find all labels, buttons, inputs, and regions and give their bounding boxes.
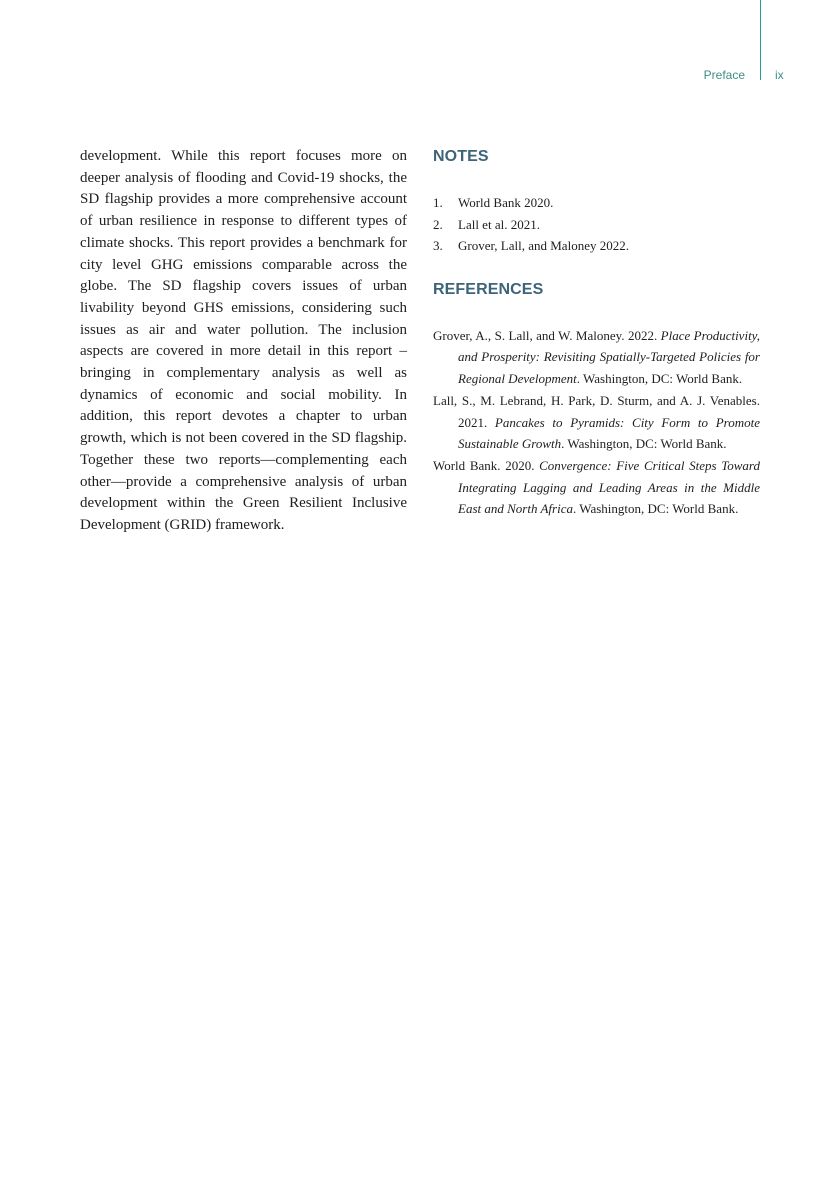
reference-authors: Lall, S., M. Lebrand, H. Park, D. Sturm, and A. J. Venables. 2021. (433, 392, 760, 430)
reference-entry (433, 325, 760, 390)
note-text: Grover, Lall, and Maloney 2022. (458, 238, 629, 254)
notes-heading: NOTES (433, 148, 489, 165)
page-number: ix (775, 68, 784, 82)
note-number: 2. (433, 216, 443, 232)
note-number: 3. (433, 238, 443, 254)
main-text-column (80, 146, 407, 537)
reference-publisher: . Washington, DC: World Bank. (576, 371, 743, 387)
reference-title: Pancakes to Pyramids: City Form to Promote Sustainable Growth (458, 414, 760, 452)
notes-and-references-column (433, 146, 760, 520)
references-list (433, 325, 760, 520)
note-item (433, 214, 760, 236)
reference-authors: World Bank. 2020. (433, 458, 540, 473)
reference-title: Convergence: Five Critical Steps Toward Integrating Lagging and Leading Areas in the Middle East and North Africa (458, 458, 760, 517)
reference-entry (433, 390, 760, 455)
note-item (433, 192, 760, 214)
note-item (433, 235, 760, 257)
reference-publisher: . Washington, DC: World Bank. (561, 436, 727, 452)
notes-list (433, 192, 760, 257)
body-paragraph: development. While this report focuses more on deeper analysis of flooding and Covid-19 shocks, the SD flagship provides a more comprehensive account of urban resilience in response to different types of climate shocks. This report provides a benchmark for city level GHG emissions comparable across the globe. The SD flagship covers issues of urban livability beyond GHS emissions, considering such issues as air and water pollution. The inclusion aspects are covered in more detail in this report – bringing in complementary analysis as well as dynamics of economic and social mobility. In addition, this report devotes a chapter to urban growth, which is not been covered in the SD flagship. Together these two reports—complementing each other—provide a comprehensive analysis of urban development within the Green Resilient Inclusive Development (GRID) framework. (80, 148, 407, 533)
reference-title: Place Productivity, and Prosperity: Revisiting Spatially-Targeted Policies for Regional Development (458, 327, 760, 387)
note-text: World Bank 2020. (458, 195, 554, 210)
reference-publisher: . Washington, DC: World Bank. (572, 501, 739, 517)
section-title: Preface (703, 68, 745, 82)
references-heading: REFERENCES (433, 280, 544, 298)
running-header (600, 68, 790, 84)
reference-entry (433, 455, 760, 520)
note-text: Lall et al. 2021. (458, 216, 540, 232)
reference-authors: Grover, A., S. Lall, and W. Maloney. 2022. (433, 327, 661, 343)
note-number: 1. (433, 195, 443, 210)
